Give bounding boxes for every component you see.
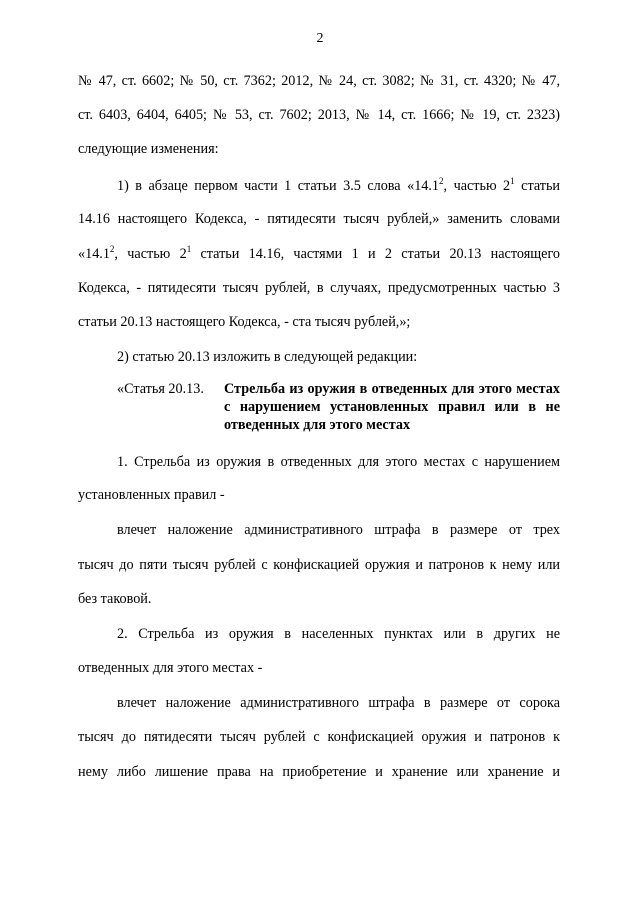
text-line: установленных правил -	[78, 487, 225, 503]
page-number: 2	[316, 31, 324, 46]
article-title	[224, 380, 560, 434]
superscript: 1	[186, 244, 192, 254]
article-label: «Статья 20.13.	[117, 381, 204, 397]
text-fragment: , частью 2	[443, 178, 511, 194]
text-line: влечет наложение административного штрафа в размере от сорока	[117, 695, 560, 711]
text-fragment: статьи 14.16, частями 1 и 2 статьи 20.13 настоящего	[191, 246, 561, 262]
text-line: следующие изменения:	[78, 141, 219, 157]
text-line: 1. Стрельба из оружия в отведенных для этого местах с нарушением	[117, 454, 560, 470]
superscript: 2	[109, 244, 115, 254]
superscript: 1	[510, 176, 515, 186]
text-line: 14.16 настоящего Кодекса, - пятидесяти тысяч рублей,» заменить словами	[78, 211, 560, 227]
text-line: тысяч до пятидесяти тысяч рублей с конфискацией оружия и патронов к	[78, 729, 560, 745]
article-title-line: отведенных для этого местах	[224, 417, 411, 433]
paragraph-amendment-2: 2) статью 20.13 изложить в следующей редакции:	[117, 349, 418, 365]
superscript: 2	[439, 176, 444, 186]
text-line: 2. Стрельба из оружия в населенных пунктах или в других не	[117, 626, 560, 642]
text-line: без таковой.	[78, 591, 152, 607]
text-line: Кодекса, - пятидесяти тысяч рублей, в случаях, предусмотренных частью 3	[78, 280, 560, 296]
article-title-line: с нарушением установленных правил или в не	[224, 399, 560, 415]
text-line: нему либо лишение права на приобретение и хранение или хранение и	[78, 764, 560, 780]
text-fragment: «14.1	[78, 246, 110, 262]
text-line: отведенных для этого местах -	[78, 660, 263, 676]
text-line: влечет наложение административного штрафа в размере от трех	[117, 522, 560, 538]
article-heading	[117, 380, 560, 434]
text-line: № 47, ст. 6602; № 50, ст. 7362; 2012, № 24, ст. 3082; № 31, ст. 4320; № 47,	[78, 73, 560, 89]
text-fragment: статьи	[514, 178, 561, 194]
article-title-line: Стрельба из оружия в отведенных для этого местах	[224, 381, 560, 397]
text-line: ст. 6403, 6404, 6405; № 53, ст. 7602; 2013, № 14, ст. 1666; № 19, ст. 2323)	[78, 107, 560, 123]
text-line	[78, 245, 560, 263]
paragraph-amendment-1-line	[117, 177, 560, 195]
text-fragment: 1) в абзаце первом части 1 статьи 3.5 слова «14.1	[117, 178, 440, 194]
text-fragment: , частью 2	[114, 246, 187, 262]
text-line: тысяч до пяти тысяч рублей с конфискацией оружия и патронов к нему или	[78, 557, 560, 573]
text-line: статьи 20.13 настоящего Кодекса, - ста тысяч рублей,»;	[78, 314, 411, 330]
